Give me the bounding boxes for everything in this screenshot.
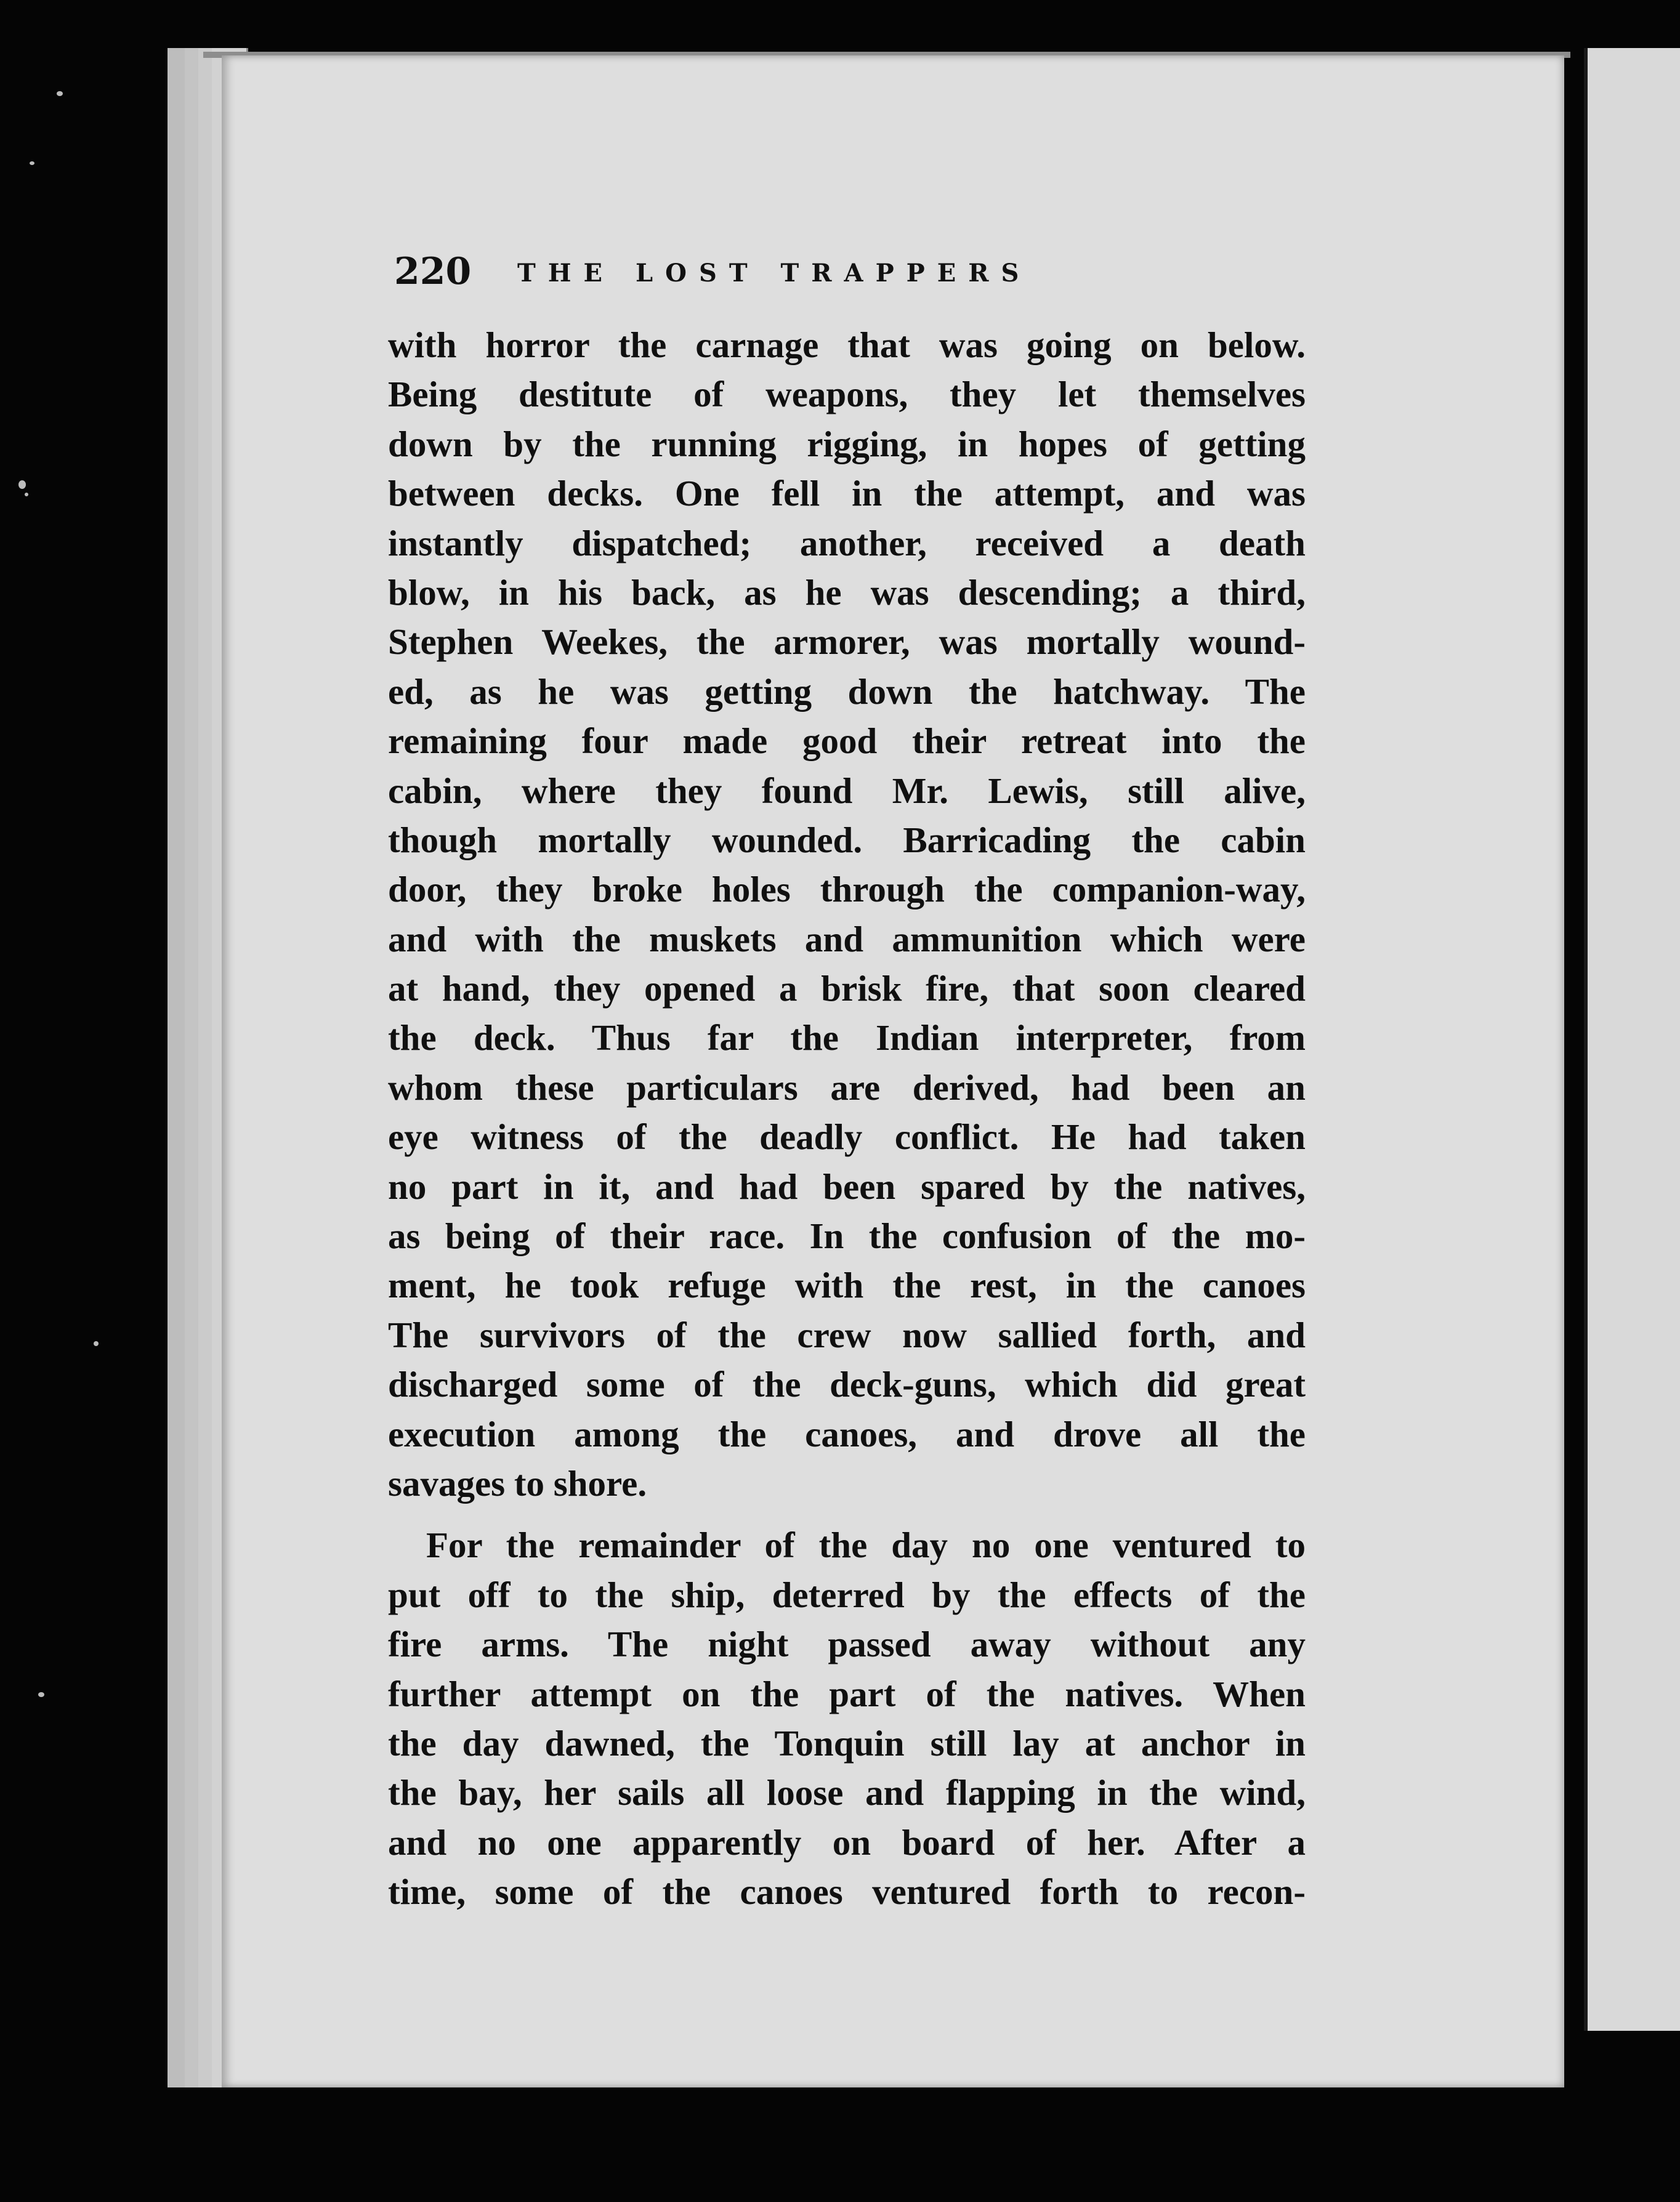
scan-speck bbox=[94, 1341, 99, 1346]
text-line: between decks. One fell in the attempt, and was bbox=[388, 473, 1306, 514]
text-line: ed, as he was getting down the hatchway. The bbox=[388, 671, 1306, 712]
text-line: the deck. Thus far the Indian interpreter, from bbox=[388, 1017, 1306, 1059]
text-line: For the remainder of the day no one ventured to bbox=[426, 1525, 1306, 1566]
paragraph-2 bbox=[388, 1520, 1306, 1916]
text-line: The survivors of the crew now sallied forth, and bbox=[388, 1314, 1306, 1355]
text-line: down by the running rigging, in hopes of getting bbox=[388, 423, 1306, 464]
text-line: Stephen Weekes, the armorer, was mortally wound- bbox=[388, 621, 1306, 663]
text-line: no part in it, and had been spared by the natives, bbox=[388, 1166, 1306, 1207]
text-line: and with the muskets and ammunition which were bbox=[388, 918, 1306, 959]
text-line: Being destitute of weapons, they let themselves bbox=[388, 374, 1306, 415]
text-line: ment, he took refuge with the rest, in the canoes bbox=[388, 1265, 1306, 1306]
running-head: THE LOST TRAPPERS bbox=[517, 259, 1032, 288]
text-line: as being of their race. In the confusion of the mo- bbox=[388, 1216, 1306, 1257]
text-line: with horror the carnage that was going on below. bbox=[388, 325, 1306, 365]
text-line: and no one apparently on board of her. After a bbox=[388, 1821, 1306, 1863]
text-line: eye witness of the deadly conflict. He had taken bbox=[388, 1116, 1306, 1158]
text-line: put off to the ship, deterred by the effects of the bbox=[388, 1574, 1306, 1615]
text-line: remaining four made good their retreat into the bbox=[388, 720, 1306, 762]
page-number: 220 bbox=[394, 250, 472, 293]
scan-speck bbox=[18, 480, 26, 489]
scan-speck bbox=[38, 1692, 44, 1697]
text-line: the day dawned, the Tonquin still lay at anchor in bbox=[388, 1722, 1306, 1764]
scan-speck bbox=[25, 493, 28, 496]
text-line: fire arms. The night passed away without any bbox=[388, 1624, 1306, 1665]
text-line: discharged some of the deck-guns, which did great bbox=[388, 1364, 1306, 1405]
text-line: the bay, her sails all loose and flapping in the wind, bbox=[388, 1772, 1306, 1813]
text-line: execution among the canoes, and drove all the bbox=[388, 1413, 1306, 1454]
text-line: whom these particulars are derived, had been an bbox=[388, 1067, 1306, 1108]
text-line: at hand, they opened a brisk fire, that soon cleared bbox=[388, 968, 1306, 1009]
scan-speck bbox=[57, 91, 63, 96]
text-line: though mortally wounded. Barricading the cabin bbox=[388, 819, 1306, 860]
scan-speck bbox=[30, 161, 34, 165]
text-line: door, they broke holes through the companion-way, bbox=[388, 869, 1306, 910]
paragraph-1 bbox=[388, 320, 1306, 1508]
paragraph-gap bbox=[388, 1508, 1306, 1520]
text-line: savages to shore. bbox=[388, 1462, 647, 1504]
body-text bbox=[388, 320, 1306, 1917]
page-header bbox=[394, 250, 1343, 299]
text-line: time, some of the canoes ventured forth to recon- bbox=[388, 1871, 1306, 1913]
facing-page-edge bbox=[1584, 48, 1680, 2031]
text-line: cabin, where they found Mr. Lewis, still alive, bbox=[388, 770, 1306, 811]
text-line: further attempt on the part of the natives. When bbox=[388, 1673, 1306, 1714]
text-line: instantly dispatched; another, received a death bbox=[388, 522, 1306, 563]
text-line: blow, in his back, as he was descending; a third, bbox=[388, 571, 1306, 613]
